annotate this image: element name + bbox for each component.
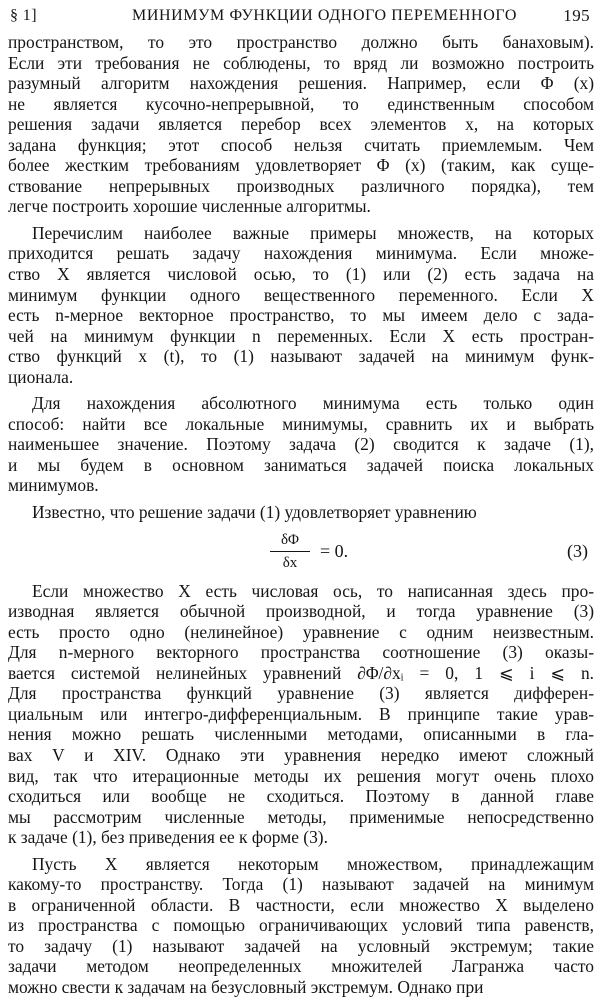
text-line: Для пространства функций уравнение (3) является дифферен-	[8, 683, 594, 704]
text-line: вид, так что итерационные методы их решения могут очень плохо	[8, 765, 594, 786]
text-line: задачи методом неопределенных множителей Лагранжа часто	[8, 956, 594, 977]
text-line: циальным или интегро-дифференциальным. В принципе такие урав-	[8, 703, 594, 724]
fraction-numerator: δΦ	[280, 531, 300, 548]
text-line: Известно, что решение задачи (1) удовлетворяет уравнению	[32, 502, 477, 523]
text-line: вается системой нелинейных уравнений ∂Φ/∂xᵢ = 0, 1 ⩽ i ⩽ n.	[8, 662, 594, 683]
text-line: чей на минимум функции n переменных. Если X есть простран-	[8, 325, 594, 346]
text-line: сходиться или вообще не сходиться. Поэтому в данной главе	[8, 786, 594, 807]
text-line: способ: найти все локальные минимумы, сравнить их и выбрать	[8, 413, 594, 434]
page-body	[8, 32, 594, 998]
text-line: разумный алгоритм нахождения решения. Например, если Φ (x)	[8, 73, 594, 94]
text-line: ство функций x (t), то (1) называют задачей на минимум функ-	[8, 346, 594, 367]
text-line: мы рассмотрим численные методы, применимые непосредственно	[8, 806, 594, 827]
section-marker: § 1]	[10, 7, 37, 24]
text-line: приходится решать задачу нахождения минимума. Если множе-	[8, 243, 594, 264]
text-line: Пусть X является некоторым множеством, принадлежащим	[32, 853, 594, 874]
text-line: и мы будем в основном заниматься задачей поиска локальных	[8, 454, 594, 475]
text-line: ствование непрерывных производных различного порядка), тем	[8, 175, 594, 196]
text-line: более жестким требованиям удовлетворяет Φ (x) (таким, как суще-	[8, 155, 594, 176]
text-line: Для n-мерного векторного пространства соотношение (3) оказы-	[8, 642, 594, 663]
equation-rhs: = 0.	[320, 540, 349, 561]
text-line: пространством, то это пространство должно быть банаховым).	[8, 32, 594, 52]
equation-3	[8, 529, 594, 577]
text-line: наименьшее значение. Поэтому задача (2) сводится к задаче (1),	[8, 434, 594, 455]
text-line: то задачу (1) называют задачей на условный экстремум; такие	[8, 935, 594, 956]
text-line: Если множество X есть числовая ось, то написанная здесь про-	[32, 580, 594, 601]
text-line: Если эти требования не соблюдены, то вряд ли возможно построить	[8, 52, 594, 73]
text-line: к задаче (1), без приведения ее к форме (3).	[8, 827, 328, 848]
text-line: минимум функции одного вещественного переменного. Если X	[8, 284, 594, 305]
text-line: решения задачи является перебор всех элементов x, на которых	[8, 114, 594, 135]
text-line: ство X является числовой осью, то (1) или (2) есть задача на	[8, 264, 594, 285]
paragraphs-before-formula	[8, 32, 594, 523]
fraction	[270, 531, 310, 572]
text-line: из пространства с помощью ограничивающих условий типа равенств,	[8, 915, 594, 936]
text-line: какому-то пространству. Тогда (1) называют задачей на минимум	[8, 874, 594, 895]
text-line: минимумов.	[8, 475, 99, 496]
fraction-denominator: δx	[282, 554, 298, 571]
text-line: Для нахождения абсолютного минимума есть только один	[32, 393, 594, 414]
fraction-bar	[270, 551, 310, 552]
text-line: есть просто одно (нелинейное) уравнение с одним неизвестным.	[8, 621, 594, 642]
page-number: 195	[563, 6, 590, 25]
text-line: легче построить хорошие численные алгоритмы.	[8, 196, 371, 217]
text-line: не является кусочно-непрерывной, то единственным способом	[8, 93, 594, 114]
text-line: задана функция; этот способ нельзя считать приемлемым. Чем	[8, 134, 594, 155]
running-title: МИНИМУМ ФУНКЦИИ ОДНОГО ПЕРЕМЕННОГО	[132, 7, 517, 24]
text-line: изводная является обычной производной, и тогда уравнение (3)	[8, 601, 594, 622]
text-line: в ограниченной области. В частности, если множество X выделено	[8, 894, 594, 915]
text-line: нения можно решать численными методами, описанными в гла-	[8, 724, 594, 745]
equation-number: (3)	[567, 540, 588, 561]
running-header	[8, 0, 594, 32]
text-line: есть n-мерное векторное пространство, то мы имеем дело с зада-	[8, 305, 594, 326]
text-line: Перечислим наиболее важные примеры множеств, на которых	[32, 222, 594, 243]
text-line: ционала.	[8, 366, 74, 387]
text-line: можно свести к задачам на безусловный экстремум. Однако при	[8, 976, 484, 997]
text-line: вах V и XIV. Однако эти уравнения нередко имеют сложный	[8, 744, 594, 765]
paragraphs-after-formula	[8, 581, 594, 998]
